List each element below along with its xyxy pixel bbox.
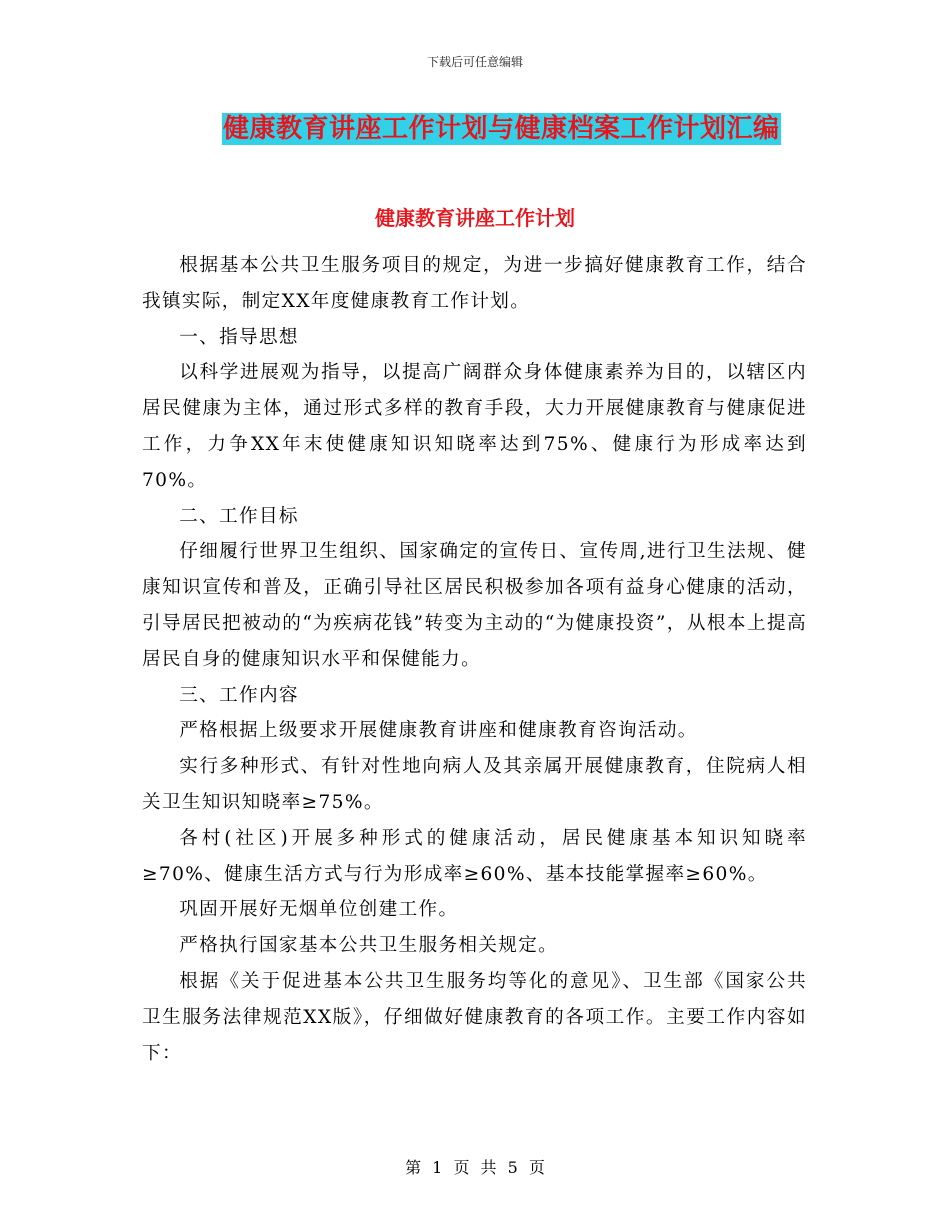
paragraph-villages: 各村(社区)开展多种形式的健康活动，居民健康基本知识知晓率≥70%、健康生活方式与行为形成率≥60%、基本技能掌握率≥60%。 xyxy=(142,827,807,885)
paragraph-patients: 实行多种形式、有针对性地向病人及其亲属开展健康教育，住院病人相关卫生知识知晓率≥75%。 xyxy=(142,756,807,813)
paragraph-regulations: 严格执行国家基本公共卫生服务相关规定。 xyxy=(179,935,559,957)
paragraph-intro: 根据基本公共卫生服务项目的规定，为进一步搞好健康教育工作，结合我镇实际，制定XX年度健康教育工作计划。 xyxy=(142,255,807,312)
heading-work-goals: 二、工作目标 xyxy=(179,505,299,527)
paragraph-work-goals: 仔细履行世界卫生组织、国家确定的宣传日、宣传周,进行卫生法规、健康知识宣传和普及，正确引导社区居民积极参加各项有益身心健康的活动，引导居民把被动的“为疾病花钱”转变为主动的“为健康投资”，从根本上提高居民自身的健康知识水平和保健能力。 xyxy=(142,541,807,670)
paragraph-guiding-ideology: 以科学进展观为指导，以提高广阔群众身体健康素养为目的，以辖区内居民健康为主体，通过形式多样的教育手段，大力开展健康教育与健康促进工作，力争XX年末使健康知识知晓率达到75%、健康行为形成率达到70%。 xyxy=(142,362,807,491)
heading-guiding-ideology: 一、指导思想 xyxy=(179,326,299,348)
paragraph-smoke-free: 巩固开展好无烟单位创建工作。 xyxy=(179,899,459,921)
section-title: 健康教育讲座工作计划 xyxy=(375,206,575,230)
header-note: 下载后可任意编辑 xyxy=(426,55,523,69)
document-body xyxy=(142,248,807,1071)
document-title: 健康教育讲座工作计划与健康档案工作计划汇编 xyxy=(223,114,780,144)
paragraph-lectures: 严格根据上级要求开展健康教育讲座和健康教育咨询活动。 xyxy=(179,720,698,742)
heading-work-content: 三、工作内容 xyxy=(179,684,299,706)
paragraph-main-content: 根据《关于促进基本公共卫生服务均等化的意见》、卫生部《国家公共卫生服务法律规范XX版》，仔细做好健康教育的各项工作。主要工作内容如下： xyxy=(142,970,807,1064)
page-number: 第 1 页 共 5 页 xyxy=(405,1158,545,1177)
